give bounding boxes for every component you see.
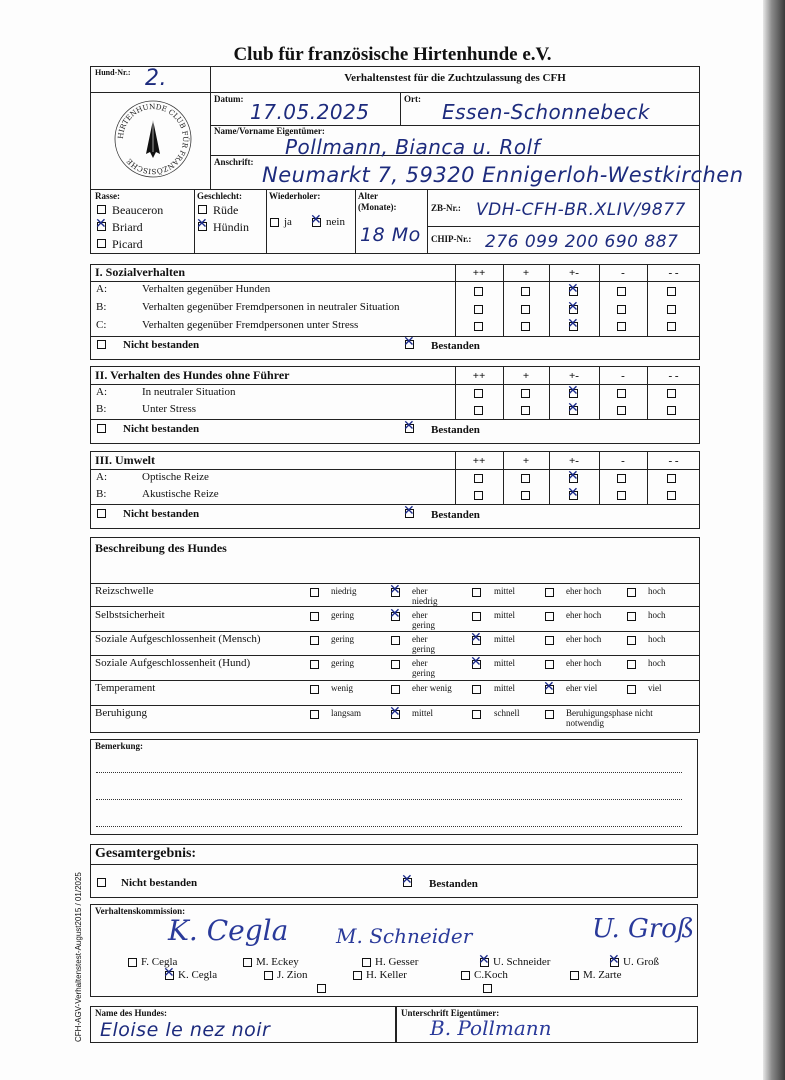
wiederholer-nein-checkbox[interactable] (312, 218, 321, 227)
hund-nr-value: 2. (145, 66, 167, 91)
s3b-p[interactable] (521, 491, 530, 500)
selbst-opt5[interactable] (627, 612, 636, 621)
hund-opt3-label: mittel (494, 658, 515, 668)
hund-opt1-label: gering (331, 658, 354, 668)
ber-opt1-label: langsam (331, 708, 361, 718)
temp-opt4[interactable] (545, 685, 554, 694)
zb-label: ZB-Nr.: (431, 203, 461, 213)
reizschwelle-opt2[interactable] (391, 588, 400, 597)
gesamt-fail-label: Nicht bestanden (121, 877, 198, 889)
member-k-cegla: K. Cegla (178, 969, 218, 981)
s3-scale-pm: +- (569, 455, 579, 467)
rasse-beauceron-label: Beauceron (112, 203, 164, 217)
s2b-pp[interactable] (474, 406, 483, 415)
datum-label: Datum: (214, 94, 244, 104)
subtitle: Verhaltenstest für die Zuchtzulassung des CFH (344, 72, 566, 84)
s3b-pp[interactable] (474, 491, 483, 500)
s3-row-b-key: B: (96, 488, 107, 500)
s2-scale-m: - (621, 370, 625, 382)
s2-pass-label: Bestanden (431, 424, 480, 436)
signature-2: M. Schneider (336, 924, 473, 948)
s1-pass-checkbox[interactable] (405, 340, 414, 349)
signature-1: K. Cegla (168, 914, 289, 947)
ber-opt2[interactable] (391, 710, 400, 719)
desc-mensch-label: Soziale Aufgeschlossenheit (Mensch) (95, 633, 261, 645)
s1c-m[interactable] (617, 322, 626, 331)
mensch-opt2[interactable] (391, 636, 400, 645)
s3-scale-m: - (621, 455, 625, 467)
name-value: Pollmann, Bianca u. Rolf (285, 135, 541, 159)
mensch-opt4-label: eher hoch (566, 634, 602, 644)
scale-minus: - (621, 267, 625, 279)
alter-unit: (Monate): (358, 202, 397, 212)
s3-row-b-text: Akustische Reize (142, 488, 219, 500)
s2-fail-label: Nicht bestanden (123, 423, 200, 435)
selbst-opt1-label: gering (331, 610, 354, 620)
alter-label: Alter (358, 191, 378, 201)
signature-3: U. Groß (592, 914, 695, 944)
gesamt-pass-label: Bestanden (429, 878, 478, 890)
s2b-p[interactable] (521, 406, 530, 415)
s1b-pp[interactable] (474, 305, 483, 314)
zb-value: VDH-CFH-BR.XLIV/9877 (476, 200, 686, 220)
s2-row-b-key: B: (96, 403, 107, 415)
scale-minusminus: - - (668, 267, 679, 279)
s2-row-a-key: A: (96, 386, 107, 398)
hund-opt1[interactable] (310, 660, 319, 669)
selbst-opt1[interactable] (310, 612, 319, 621)
member-u-gross-checkbox[interactable] (610, 958, 619, 967)
temp-opt3[interactable] (472, 685, 481, 694)
member-u-schneider: U. Schneider (493, 956, 551, 968)
s1-row-a-key: A: (96, 283, 107, 295)
s1a-pp[interactable] (474, 287, 483, 296)
s3-row-a-key: A: (96, 471, 107, 483)
form-id-sidetext: CFH-AGV-Verhaltenstest-August2015 / 01/2025 (74, 872, 83, 1042)
temp-opt3-label: mittel (494, 683, 515, 693)
section2-title: II. Verhalten des Hundes ohne Führer (95, 368, 290, 382)
reizschwelle-opt5[interactable] (627, 588, 636, 597)
s3a-pp[interactable] (474, 474, 483, 483)
scale-plusminus: +- (569, 267, 579, 279)
s3a-p[interactable] (521, 474, 530, 483)
member-j-zion-checkbox[interactable] (264, 971, 273, 980)
rasse-briard-checkbox[interactable] (97, 222, 106, 231)
s1b-pm[interactable] (569, 305, 578, 314)
gesamt-fail-checkbox[interactable] (97, 878, 106, 887)
s1-row-b-key: B: (96, 301, 107, 313)
selbst-opt3-label: mittel (494, 610, 515, 620)
s3-scale-p: + (522, 455, 530, 467)
s2b-pm[interactable] (569, 406, 578, 415)
s1a-mm[interactable] (667, 287, 676, 296)
mensch-opt5[interactable] (627, 636, 636, 645)
desc-beruhigung-label: Beruhigung (95, 707, 147, 719)
reizschwelle-opt1[interactable] (310, 588, 319, 597)
selbst-opt4-label: eher hoch (566, 610, 602, 620)
s1-row-b-text: Verhalten gegenüber Fremdpersonen in neutraler Situation (142, 301, 400, 313)
hund-nr-label: Hund-Nr.: (95, 68, 131, 77)
reizschwelle-opt4-label: eher hoch (566, 586, 602, 596)
hundename-label: Name des Hundes: (95, 1008, 168, 1018)
scale-plusplus: ++ (472, 267, 486, 279)
ber-opt2-label: mittel (412, 708, 433, 718)
s3-row-a-text: Optische Reize (142, 471, 209, 483)
hundename-value: Eloise le nez noir (100, 1019, 271, 1041)
mensch-opt2-label: eher gering (412, 634, 435, 654)
geschlecht-huendin-label: Hündin (213, 220, 249, 234)
member-f-cegla-checkbox[interactable] (128, 958, 137, 967)
reizschwelle-opt4[interactable] (545, 588, 554, 597)
s1-row-c-text: Verhalten gegenüber Fremdpersonen unter Stress (142, 319, 359, 331)
member-h-gesser-checkbox[interactable] (362, 958, 371, 967)
geschlecht-huendin-checkbox[interactable] (198, 222, 207, 231)
s2a-m[interactable] (617, 389, 626, 398)
wiederholer-ja-label: ja (284, 216, 292, 228)
s2-row-a-text: In neutraler Situation (142, 386, 236, 398)
s1b-m[interactable] (617, 305, 626, 314)
beschreibung-title: Beschreibung des Hundes (95, 541, 227, 555)
member-m-zarte: M. Zarte (583, 969, 622, 981)
s2-fail-checkbox[interactable] (97, 424, 106, 433)
page-title: Club für französische Hirtenhunde e.V. (233, 44, 552, 65)
s1c-p[interactable] (521, 322, 530, 331)
s2-row-b-text: Unter Stress (142, 403, 197, 415)
rasse-beauceron-checkbox[interactable] (97, 205, 106, 214)
geschlecht-ruede-label: Rüde (213, 203, 239, 217)
rasse-picard-label: Picard (112, 237, 143, 251)
wiederholer-nein-label: nein (326, 216, 345, 228)
extra-checkbox-1[interactable] (317, 984, 326, 993)
unterschrift-value: B. Pollmann (430, 1016, 552, 1040)
mensch-opt3[interactable] (472, 636, 481, 645)
member-h-gesser: H. Gesser (375, 956, 419, 968)
ber-opt4[interactable] (545, 710, 554, 719)
member-u-schneider-checkbox[interactable] (480, 958, 489, 967)
section3-title: III. Umwelt (95, 453, 155, 467)
s2-scale-pp: ++ (472, 370, 486, 382)
s1c-pp[interactable] (474, 322, 483, 331)
hund-opt5[interactable] (627, 660, 636, 669)
s3-scale-mm: - - (668, 455, 679, 467)
temp-opt1-label: wenig (331, 683, 353, 693)
member-j-zion: J. Zion (277, 969, 308, 981)
s1a-m[interactable] (617, 287, 626, 296)
temp-opt2-label: eher wenig (412, 683, 452, 693)
anschrift-value: Neumarkt 7, 59320 Ennigerloh-Westkirchen (262, 163, 744, 187)
s3b-mm[interactable] (667, 491, 676, 500)
s3-fail-label: Nicht bestanden (123, 508, 200, 520)
selbst-opt2-label: eher gering (412, 610, 435, 630)
reizschwelle-opt2-label: eher niedrig (412, 586, 438, 606)
member-m-eckey-checkbox[interactable] (243, 958, 252, 967)
s3a-pm[interactable] (569, 474, 578, 483)
selbst-opt2[interactable] (391, 612, 400, 621)
s3a-mm[interactable] (667, 474, 676, 483)
member-h-keller-checkbox[interactable] (353, 971, 362, 980)
alter-value: 18 Mo (360, 224, 421, 246)
scale-plus: + (522, 267, 530, 279)
extra-checkbox-2[interactable] (483, 984, 492, 993)
rasse-label: Rasse: (95, 191, 120, 201)
section1-title: I. Sozialverhalten (95, 265, 185, 279)
member-h-keller: H. Keller (366, 969, 407, 981)
s3-scale-pp: ++ (472, 455, 486, 467)
s1-fail-checkbox[interactable] (97, 340, 106, 349)
desc-reizschwelle-label: Reizschwelle (95, 585, 154, 597)
reizschwelle-opt3[interactable] (472, 588, 481, 597)
member-f-cegla: F. Cegla (141, 956, 178, 968)
bemerkung-label: Bemerkung: (95, 741, 143, 751)
s3a-m[interactable] (617, 474, 626, 483)
s2-scale-pm: +- (569, 370, 579, 382)
rasse-briard-label: Briard (112, 220, 143, 234)
bemerkung-line-2[interactable] (96, 799, 682, 800)
bemerkung-line-3[interactable] (96, 826, 682, 827)
s3-pass-checkbox[interactable] (405, 509, 414, 518)
ort-value: Essen-Schonnebeck (442, 100, 651, 124)
logo-text: HIRTENHUNDE CLUB FÜR FRANZÖSISCHE (115, 101, 191, 177)
selbst-opt5-label: hoch (648, 610, 666, 620)
s3b-m[interactable] (617, 491, 626, 500)
kommission-label: Verhaltenskommission: (95, 906, 186, 916)
hund-opt5-label: hoch (648, 658, 666, 668)
hund-opt2[interactable] (391, 660, 400, 669)
geschlecht-ruede-checkbox[interactable] (198, 205, 207, 214)
temp-opt5[interactable] (627, 685, 636, 694)
ber-opt1[interactable] (310, 710, 319, 719)
club-logo (110, 96, 196, 182)
member-c-koch: C.Koch (474, 969, 508, 981)
hund-opt2-label: eher gering (412, 658, 435, 678)
desc-temperament-label: Temperament (95, 682, 156, 694)
s1a-p[interactable] (521, 287, 530, 296)
page-edge-shadow (763, 0, 785, 1080)
selbst-opt4[interactable] (545, 612, 554, 621)
s2b-mm[interactable] (667, 406, 676, 415)
s1c-pm[interactable] (569, 322, 578, 331)
unterschrift-label: Unterschrift Eigentümer: (401, 1008, 500, 1018)
s1-row-a-text: Verhalten gegenüber Hunden (142, 283, 271, 295)
s2-pass-checkbox[interactable] (405, 424, 414, 433)
ber-opt4-label: Beruhigungsphase nicht notwendig (566, 708, 653, 728)
wiederholer-label: Wiederholer: (269, 191, 321, 201)
member-m-eckey: M. Eckey (256, 956, 299, 968)
chip-value: 276 099 200 690 887 (485, 232, 679, 252)
wiederholer-ja-checkbox[interactable] (270, 218, 279, 227)
desc-selbstsicherheit-label: Selbstsicherheit (95, 609, 165, 621)
mensch-opt5-label: hoch (648, 634, 666, 644)
ber-opt3-label: schnell (494, 708, 520, 718)
gesamt-pass-checkbox[interactable] (403, 878, 412, 887)
reizschwelle-opt1-label: niedrig (331, 586, 357, 596)
temp-opt4-label: eher viel (566, 683, 598, 693)
s1c-mm[interactable] (667, 322, 676, 331)
datum-value: 17.05.2025 (250, 100, 370, 124)
desc-hund-label: Soziale Aufgeschlossenheit (Hund) (95, 657, 251, 669)
chip-label: CHIP-Nr.: (431, 234, 472, 244)
hund-opt4[interactable] (545, 660, 554, 669)
mensch-opt1-label: gering (331, 634, 354, 644)
s3b-pm[interactable] (569, 491, 578, 500)
s3-fail-checkbox[interactable] (97, 509, 106, 518)
hund-opt3[interactable] (472, 660, 481, 669)
s2a-p[interactable] (521, 389, 530, 398)
s1a-pm[interactable] (569, 287, 578, 296)
rasse-picard-checkbox[interactable] (97, 239, 106, 248)
s2a-pp[interactable] (474, 389, 483, 398)
member-m-zarte-checkbox[interactable] (570, 971, 579, 980)
ort-label: Ort: (404, 94, 421, 104)
member-k-cegla-checkbox[interactable] (165, 971, 174, 980)
hund-opt4-label: eher hoch (566, 658, 602, 668)
s2-scale-mm: - - (668, 370, 679, 382)
s2a-pm[interactable] (569, 389, 578, 398)
reizschwelle-opt5-label: hoch (648, 586, 666, 596)
ber-opt3[interactable] (472, 710, 481, 719)
name-label: Name/Vorname Eigentümer: (214, 126, 325, 136)
bemerkung-line-1[interactable] (96, 772, 682, 773)
temp-opt2[interactable] (391, 685, 400, 694)
reizschwelle-opt3-label: mittel (494, 586, 515, 596)
mensch-opt4[interactable] (545, 636, 554, 645)
s1-pass-label: Bestanden (431, 340, 480, 352)
s2a-mm[interactable] (667, 389, 676, 398)
anschrift-label: Anschrift: (214, 157, 254, 167)
gesamt-title: Gesamtergebnis: (95, 846, 197, 861)
member-c-koch-checkbox[interactable] (461, 971, 470, 980)
s1b-p[interactable] (521, 305, 530, 314)
mensch-opt3-label: mittel (494, 634, 515, 644)
s1b-mm[interactable] (667, 305, 676, 314)
geschlecht-label: Geschlecht: (197, 191, 242, 201)
s2b-m[interactable] (617, 406, 626, 415)
s1-fail-label: Nicht bestanden (123, 339, 200, 351)
temp-opt1[interactable] (310, 685, 319, 694)
s2-scale-p: + (522, 370, 530, 382)
s3-pass-label: Bestanden (431, 509, 480, 521)
selbst-opt3[interactable] (472, 612, 481, 621)
temp-opt5-label: viel (648, 683, 662, 693)
mensch-opt1[interactable] (310, 636, 319, 645)
member-u-gross: U. Groß (623, 956, 660, 968)
s1-row-c-key: C: (96, 319, 107, 331)
bemerkung-box (90, 739, 698, 835)
